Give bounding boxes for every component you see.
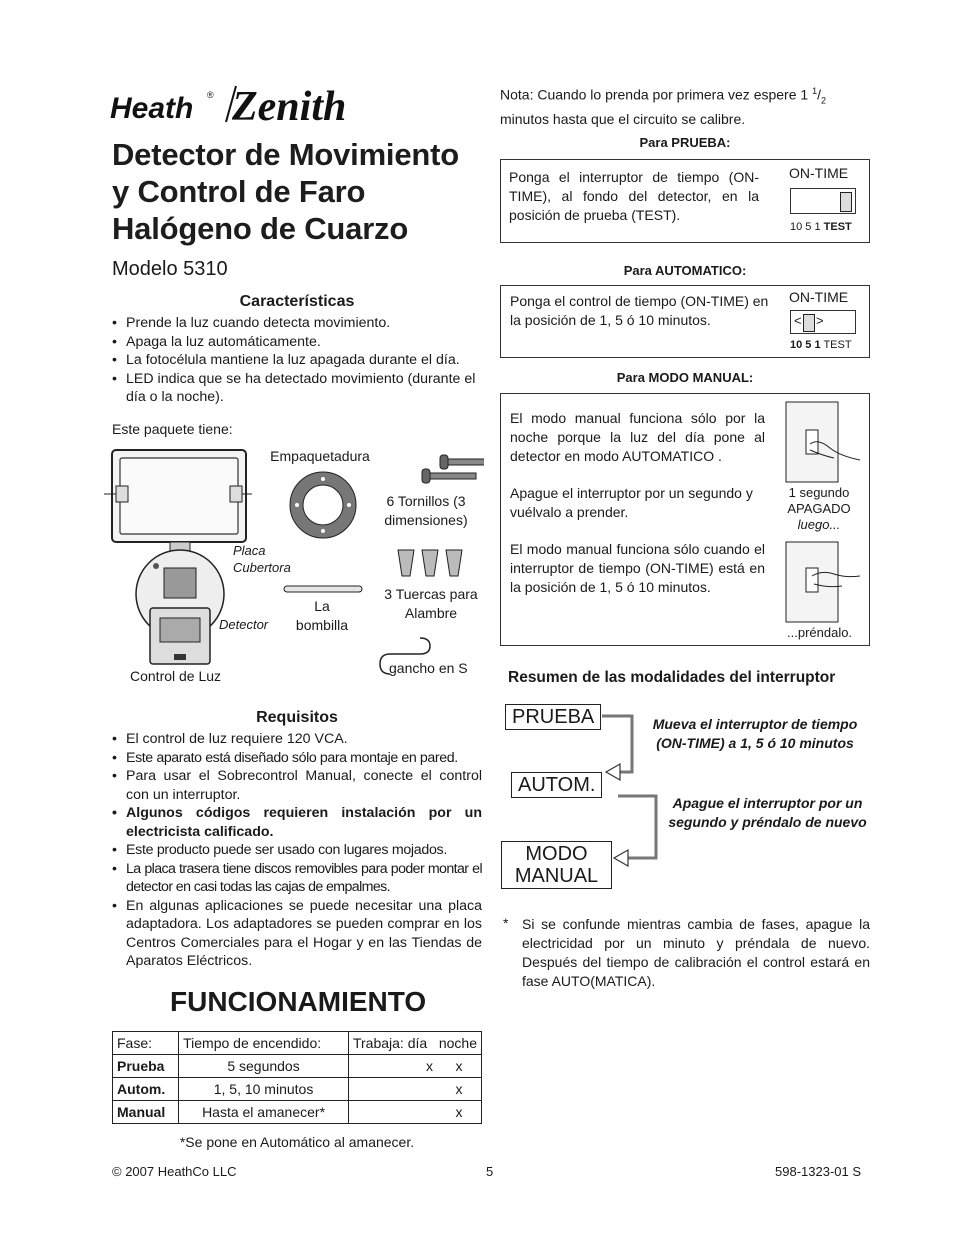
model-number: Modelo 5310 bbox=[112, 258, 228, 280]
flow-box-manual-line-1: MODO bbox=[525, 843, 588, 865]
label-detector: Detector bbox=[219, 617, 269, 632]
summary-heading: Resumen de las modalidades del interruptor bbox=[508, 669, 836, 686]
requirement-item: • Este aparato está diseñado sólo para montaje en pared. bbox=[112, 749, 482, 768]
auto-scale bbox=[790, 339, 852, 351]
scale-numbers-active: 10 5 1 bbox=[790, 339, 821, 351]
requirement-item: • La placa trasera tiene discos removibles para poder montar el detector en casi todas las cajas de empalmes. bbox=[112, 860, 482, 897]
logo-registered-mark: ® bbox=[207, 90, 214, 100]
flow-box-test: PRUEBA bbox=[505, 704, 601, 730]
requirement-item: • En algunas aplicaciones se puede necesitar una placa adaptadora. Los adaptadores se pueden comprar en los Centros Comerciales para el Hogar y en las Tiendas de Aparatos Eléctricos. bbox=[112, 897, 482, 971]
table-header-row bbox=[113, 1032, 482, 1055]
table-row bbox=[113, 1078, 482, 1101]
table-cell-night: x bbox=[437, 1078, 482, 1101]
wire-nuts-drawing bbox=[398, 550, 462, 576]
scale-test-active: TEST bbox=[823, 221, 852, 233]
switch-caption bbox=[779, 485, 859, 533]
manual-mode-paragraph-2: Apague el interruptor por un segundo y vuélvalo a prender. bbox=[510, 485, 753, 520]
test-ontime-label: ON-TIME bbox=[789, 165, 849, 181]
gasket-drawing bbox=[290, 472, 356, 538]
table-cell-time: 5 segundos bbox=[179, 1055, 349, 1078]
table-header: Tiempo de encendido: bbox=[179, 1032, 349, 1055]
requirement-item: • Este producto puede ser usado con lugares mojados. bbox=[112, 841, 482, 860]
manual-mode-paragraph-3: El modo manual funciona sólo cuando el interruptor de tiempo (ON-TIME) está en la posición de 1, 5 ó 10 minutos. bbox=[510, 541, 765, 595]
switch-caption-line-1: 1 segundo bbox=[788, 485, 850, 500]
asterisk-note-text: Si se confunde mientras cambia de fases, apague la electricidad por un minuto y préndala de nuevo. Después del tiempo de calibración el control estará en fase AUTO(MATICA). bbox=[522, 916, 870, 989]
switch-caption-line-4: ...préndalo. bbox=[787, 625, 853, 640]
switch-caption-line-2: APAGADO bbox=[787, 501, 851, 516]
header-day: Trabaja: día bbox=[352, 1035, 428, 1051]
table-header: Fase: bbox=[113, 1032, 179, 1055]
cover-plate-drawing bbox=[136, 542, 224, 664]
manual-mode-caption: Para MODO MANUAL: bbox=[616, 370, 754, 385]
note-text-after: minutos hasta que el circuito se calibre. bbox=[500, 111, 746, 128]
footer-copyright: © 2007 HeathCo LLC bbox=[112, 1164, 237, 1179]
auto-ontime-label: ON-TIME bbox=[789, 289, 849, 305]
flow-box-manual bbox=[501, 841, 612, 889]
flow-box-manual-line-2: MANUAL bbox=[514, 865, 599, 887]
header-night: noche bbox=[438, 1035, 477, 1051]
table-header bbox=[348, 1032, 481, 1055]
features-list bbox=[112, 314, 482, 407]
auto-mode-text: Ponga el control de tiempo (ON-TIME) en la posición de 1, 5 ó 10 minutos. bbox=[510, 293, 769, 328]
footer-page-number: 5 bbox=[486, 1164, 494, 1179]
title-line-1: Detector de Movimiento bbox=[112, 137, 459, 172]
requirements-list bbox=[112, 730, 482, 971]
label-cover-plate: Placa Cubertora bbox=[233, 543, 291, 575]
feature-item: • La fotocélula mantiene la luz apagada durante el día. bbox=[112, 351, 482, 370]
screws-drawing bbox=[422, 455, 484, 483]
flow-text-1: Mueva el interruptor de tiempo (ON-TIME) a 1, 5 ó 10 minutos bbox=[652, 716, 858, 751]
operation-heading: FUNCIONAMIENTO bbox=[170, 986, 427, 1017]
table-cell-night: x bbox=[437, 1055, 482, 1078]
switch-knob bbox=[840, 192, 852, 212]
test-mode-text: Ponga el interruptor de tiempo (ON-TIME), al fondo del detector, en la posición de prueba (TEST). bbox=[509, 169, 759, 223]
switch-knob bbox=[803, 314, 815, 332]
note-fraction-num: 1 bbox=[812, 86, 818, 96]
calibration-note: Nota: Cuando lo prenda por primera vez espere 1 $^1/_2$ minutos hasta que el circuito se calibre. bbox=[500, 86, 826, 128]
bulb-drawing bbox=[284, 586, 362, 592]
requirement-item: • Algunos códigos requieren instalación por un electricista calificado. bbox=[112, 804, 482, 841]
package-intro: Este paquete tiene: bbox=[112, 421, 233, 437]
table-cell-phase: Autom. bbox=[113, 1078, 179, 1101]
arrow-head-icon bbox=[606, 764, 620, 780]
manual-mode-paragraph-1: El modo manual funciona sólo por la noche porque la luz del día pone al detector en modo AUTOMATICO . bbox=[510, 410, 765, 464]
auto-mode-caption: Para AUTOMATICO: bbox=[623, 263, 747, 278]
label-screws: 6 Tornillos (3 dimensiones) bbox=[384, 493, 468, 528]
table-row bbox=[113, 1101, 482, 1124]
wall-switch-off-icon bbox=[784, 400, 864, 484]
test-scale bbox=[790, 221, 852, 233]
test-ontime-switch bbox=[790, 188, 856, 214]
label-wire-nuts: 3 Tuercas para Alambre bbox=[384, 586, 478, 621]
title-line-3: Halógeno de Cuarzo bbox=[112, 211, 409, 246]
auto-mode-box bbox=[500, 285, 870, 358]
wall-switch-on-icon bbox=[784, 540, 864, 624]
left-arrow-icon: < bbox=[794, 313, 802, 328]
arrow-head-icon bbox=[614, 850, 628, 866]
table-cell-night: x bbox=[437, 1101, 482, 1124]
test-mode-caption: Para PRUEBA: bbox=[639, 135, 731, 150]
right-arrow-icon: > bbox=[816, 313, 824, 328]
table-cell-day bbox=[348, 1101, 437, 1124]
brand-logo bbox=[110, 80, 372, 130]
label-s-hook: gancho en S bbox=[389, 660, 468, 676]
flow-box-auto: AUTOM. bbox=[511, 772, 602, 798]
requirement-item: • El control de luz requiere 120 VCA. bbox=[112, 730, 482, 749]
table-cell-time: 1, 5, 10 minutos bbox=[179, 1078, 349, 1101]
features-heading: Características bbox=[239, 293, 355, 310]
switch-caption-line-3: luego... bbox=[797, 517, 841, 532]
scale-numbers: 10 5 1 bbox=[790, 221, 821, 233]
table-cell-day: x bbox=[348, 1055, 437, 1078]
requirements-heading: Requisitos bbox=[256, 709, 338, 726]
requirement-item: • Para usar el Sobrecontrol Manual, conecte el control con un interruptor. bbox=[112, 767, 482, 804]
auto-ontime-switch bbox=[790, 310, 856, 334]
manual-mode-box bbox=[500, 393, 870, 646]
asterisk-mark: * bbox=[503, 915, 509, 931]
feature-item: • Apaga la luz automáticamente. bbox=[112, 333, 482, 352]
table-row bbox=[113, 1055, 482, 1078]
table-cell-phase: Prueba bbox=[113, 1055, 179, 1078]
feature-item: • LED indica que se ha detectado movimiento (durante el día o la noche). bbox=[112, 370, 482, 407]
table-footnote: *Se pone en Automático al amanecer. bbox=[179, 1134, 415, 1150]
logo-zenith-text: Zenith bbox=[232, 84, 347, 130]
note-fraction-den: 2 bbox=[820, 95, 826, 106]
lamp-housing-drawing bbox=[104, 450, 252, 542]
table-cell-day bbox=[348, 1078, 437, 1101]
title-line-2: y Control de Faro bbox=[112, 174, 366, 209]
test-mode-box bbox=[500, 159, 870, 243]
footer-doc-code: 598-1323-01 S bbox=[775, 1164, 862, 1179]
label-bulb: La bombilla bbox=[295, 598, 349, 633]
label-light-control: Control de Luz bbox=[130, 668, 222, 684]
note-text: Nota: Cuando lo prenda por primera vez espere 1 bbox=[500, 86, 809, 103]
logo-heath-text: Heath bbox=[110, 92, 194, 125]
table-cell-time: Hasta el amanecer* bbox=[179, 1101, 349, 1124]
table-cell-phase: Manual bbox=[113, 1101, 179, 1124]
operation-table bbox=[112, 1031, 482, 1124]
flow-text-2: Apague el interruptor por un segundo y préndalo de nuevo bbox=[668, 795, 867, 830]
label-gasket: Empaquetadura bbox=[270, 448, 370, 464]
scale-test: TEST bbox=[823, 339, 852, 351]
feature-item: • Prende la luz cuando detecta movimiento. bbox=[112, 314, 482, 333]
page-title bbox=[112, 136, 492, 247]
